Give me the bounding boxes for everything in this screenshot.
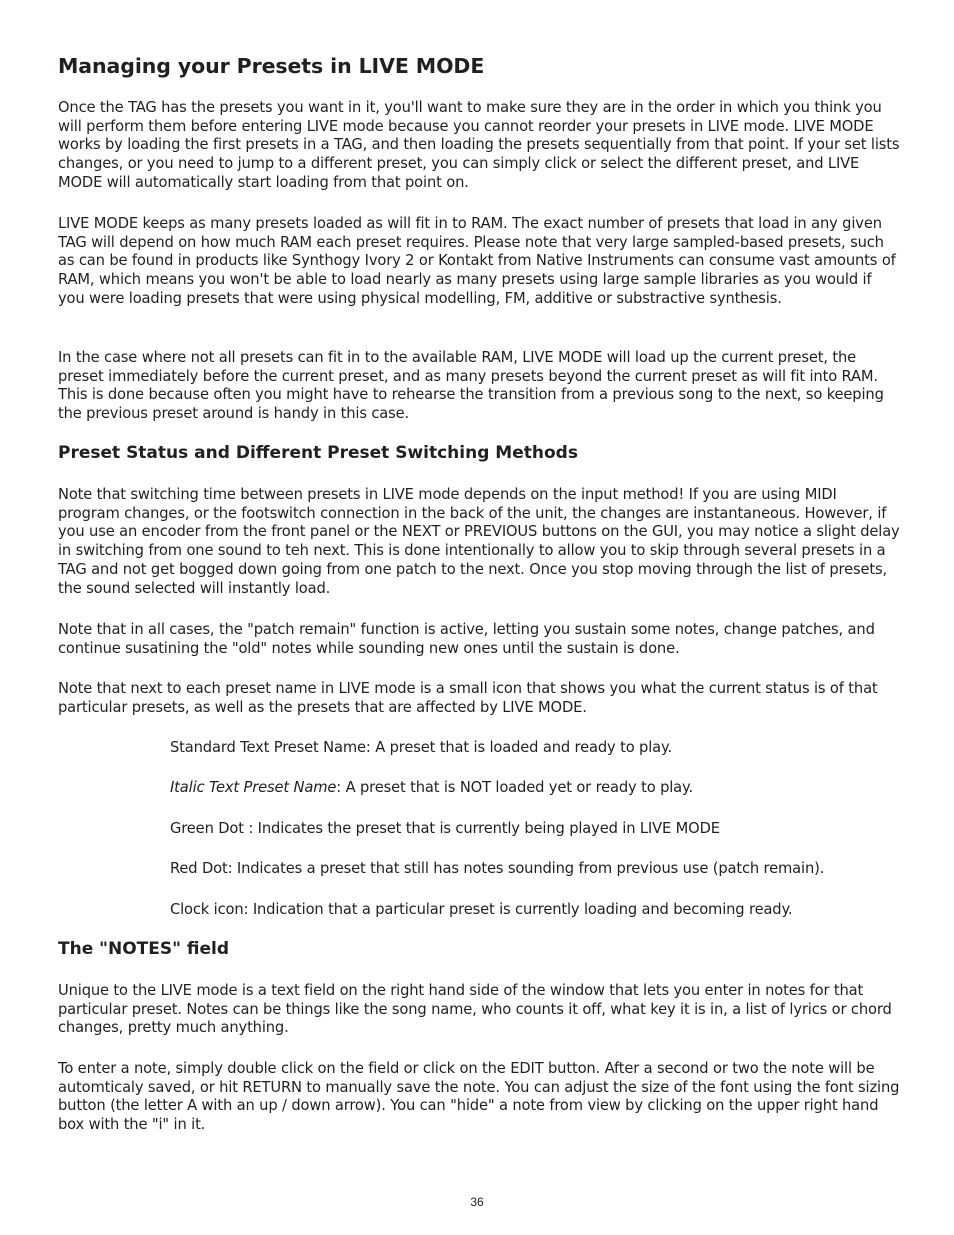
status-item-italic-desc: : A preset that is NOT loaded yet or ready to play. — [336, 779, 693, 796]
status-item-red-dot: Red Dot: Indicates a preset that still has notes sounding from previous use (patch remain). — [170, 860, 825, 877]
status-item-standard: Standard Text Preset Name: A preset that is loaded and ready to play. — [170, 739, 672, 756]
status-item-italic — [170, 779, 910, 798]
paragraph-live-mode-intro: Once the TAG has the presets you want in it, you'll want to make sure they are in the order in which you think you will perform them before entering LIVE mode because you cannot reorder your presets in LIVE mode. LIVE MODE works by loading the first presets in a TAG, and then loading the presets sequentially from that point. If your set lists changes, or you need to jump to a different preset, you can simply click or select the different preset, and LIVE MODE will automatically start loading from that point on. — [58, 99, 900, 191]
paragraph-notes-intro: Unique to the LIVE mode is a text field on the right hand side of the window that lets you enter in notes for that particular preset. Notes can be things like the song name, who counts it off, what key it is in, a list of lyrics or chord changes, pretty much anything. — [58, 982, 892, 1037]
section-heading-live-mode: Managing your Presets in LIVE MODE — [58, 54, 485, 78]
section-heading-preset-status: Preset Status and Different Preset Switching Methods — [58, 443, 578, 463]
paragraph-status-icon: Note that next to each preset name in LIVE mode is a small icon that shows you what the current status is of that particular presets, as well as the presets that are affected by LIVE MODE. — [58, 680, 878, 716]
paragraph-ram-overflow: In the case where not all presets can fit in to the available RAM, LIVE MODE will load up the current preset, the preset immediately before the current preset, and as many presets beyond the current preset as will fit into RAM. This is done because often you might have to rehearse the transition from a previous song to the next, so keeping the previous preset around is handy in this case. — [58, 349, 884, 423]
paragraph-notes-edit: To enter a note, simply double click on the field or click on the EDIT button. After a second or two the note will be automticaly saved, or hit RETURN to manually save the note. You can adjust the size of the font using the font sizing button (the letter A with an up / down arrow). You can "hide" a note from view by clicking on the upper right hand box with the "i" in it. — [58, 1060, 900, 1134]
status-item-clock-icon: Clock icon: Indication that a particular preset is currently loading and becoming ready. — [170, 901, 793, 918]
status-item-italic-term: Italic Text Preset Name — [170, 779, 337, 796]
paragraph-patch-remain: Note that in all cases, the "patch remain" function is active, letting you sustain some notes, change patches, and continue susatining the "old" notes while sounding new ones until the sustain is done. — [58, 621, 875, 657]
paragraph-switching-time: Note that switching time between presets in LIVE mode depends on the input method! If you are using MIDI program changes, or the footswitch connection in the back of the unit, the changes are instantaneous. However, if you use an encoder from the front panel or the NEXT or PREVIOUS buttons on the GUI, you may notice a slight delay in switching from one sound to teh next. This is done intentionally to allow you to skip through several presets in a TAG and not get bogged down going from one patch to the next. Once you stop moving through the list of presets, the sound selected will instantly load. — [58, 486, 900, 597]
status-item-green-dot: Green Dot : Indicates the preset that is currently being played in LIVE MODE — [170, 820, 720, 837]
paragraph-ram-usage: LIVE MODE keeps as many presets loaded as will fit in to RAM. The exact number of presets that load in any given TAG will depend on how much RAM each preset requires. Please note that very large sampled-based presets, such as can be found in products like Synthogy Ivory 2 or Kontakt from Native Instruments can consume vast amounts of RAM, which means you won't be able to load nearly as many presets using large sample libraries as you would if you were loading presets that were using physical modelling, FM, additive or substractive synthesis. — [58, 215, 896, 307]
page-number: 36 — [470, 1195, 484, 1209]
section-heading-notes-field: The "NOTES" field — [58, 939, 230, 959]
